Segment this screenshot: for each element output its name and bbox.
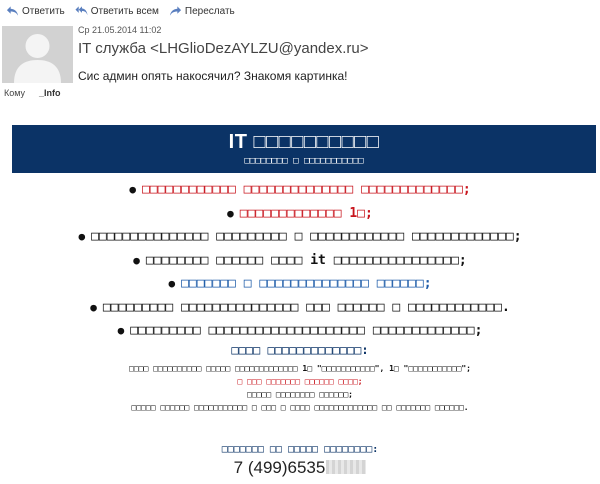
bullet-icon: ● bbox=[90, 300, 97, 314]
service-item bbox=[0, 225, 600, 249]
reply-icon bbox=[6, 5, 19, 17]
phone-heading: □□□□□□□ □□ □□□□□ □□□□□□□□: bbox=[221, 444, 379, 455]
message-toolbar bbox=[0, 0, 600, 22]
reply-all-icon bbox=[75, 5, 88, 17]
phone-number: 7 (499)6535 bbox=[233, 458, 326, 477]
service-item bbox=[0, 272, 600, 296]
phone-row bbox=[0, 458, 600, 478]
offer-line: □ □□□ □□□□□□□ □□□□□□ □□□□; bbox=[237, 377, 363, 386]
banner-subtitle: □□□□□□□□ □ □□□□□□□□□□□ bbox=[244, 156, 364, 166]
service-text: □□□□□□□□ □□□□□□ □□□□ it □□□□□□□□□□□□□□□□; bbox=[145, 252, 467, 268]
service-text: □□□□□□□□□ □□□□□□□□□□□□□□□□□□□□ □□□□□□□□□□□□□; bbox=[130, 323, 483, 338]
reply-all-label: Ответить всем bbox=[90, 5, 159, 17]
forward-button[interactable] bbox=[163, 1, 239, 21]
bullet-icon: ● bbox=[117, 324, 125, 337]
service-item bbox=[0, 319, 600, 343]
offer-line: □□□□□ □□□□□□ □□□□□□□□□□□ □ □□□ □ □□□□ □□□□□□□□□□□□□ □□ □□□□□□□ □□□□□□. bbox=[131, 403, 469, 412]
message-subject: Сис админ опять накосячил? Знакомя картинка! bbox=[78, 69, 348, 83]
offer-line: □□□□ □□□□□□□□□□ □□□□□ □□□□□□□□□□□□□ 1□ "□□□□□□□□□□□", 1□ "□□□□□□□□□□□"; bbox=[129, 364, 471, 373]
to-recipient[interactable]: _Info bbox=[39, 88, 61, 98]
forward-icon bbox=[169, 5, 182, 17]
to-row bbox=[4, 88, 61, 98]
service-item bbox=[0, 202, 600, 226]
bullet-icon: ● bbox=[129, 183, 136, 196]
person-silhouette-icon bbox=[2, 26, 73, 83]
reply-all-button[interactable] bbox=[69, 1, 163, 21]
message-date: Ср 21.05.2014 11:02 bbox=[78, 25, 162, 35]
offer-lines bbox=[0, 362, 600, 414]
bullet-icon: ● bbox=[227, 206, 234, 220]
services-list bbox=[0, 178, 600, 343]
service-text: □□□□□□□□□ □□□□□□□□□□□□□□□ □□□ □□□□□□ □ □□□□□□□□□□□□. bbox=[102, 299, 510, 315]
ad-banner bbox=[12, 125, 596, 173]
offer-line: □□□□□ □□□□□□□□ □□□□□□; bbox=[247, 390, 353, 399]
service-text: □□□□□□□□□□□□□ 1□; bbox=[239, 205, 373, 221]
phone-redaction bbox=[326, 460, 366, 474]
offer-heading: □□□□ □□□□□□□□□□□□□: bbox=[231, 343, 369, 357]
service-text: □□□□□□□ □ □□□□□□□□□□□□□□ □□□□□□; bbox=[181, 276, 432, 291]
service-item bbox=[0, 178, 600, 202]
banner-title: IT □□□□□□□□□□ bbox=[228, 131, 380, 153]
service-item bbox=[0, 249, 600, 273]
bullet-icon: ● bbox=[168, 277, 176, 290]
service-item bbox=[0, 296, 600, 320]
to-label: Кому bbox=[4, 88, 26, 98]
reply-button[interactable] bbox=[0, 1, 69, 21]
sender-avatar[interactable] bbox=[2, 26, 73, 83]
forward-label: Переслать bbox=[184, 5, 235, 17]
service-text: □□□□□□□□□□□□□□□ □□□□□□□□□ □ □□□□□□□□□□□□ □□□□□□□□□□□□□; bbox=[91, 229, 522, 244]
sender-name[interactable]: IT служба <LHGlioDezAYLZU@yandex.ru> bbox=[78, 40, 369, 57]
reply-label: Ответить bbox=[22, 5, 65, 17]
bullet-icon: ● bbox=[78, 230, 86, 243]
bullet-icon: ● bbox=[133, 253, 140, 267]
service-text: □□□□□□□□□□□□ □□□□□□□□□□□□□□ □□□□□□□□□□□□□; bbox=[141, 182, 471, 197]
